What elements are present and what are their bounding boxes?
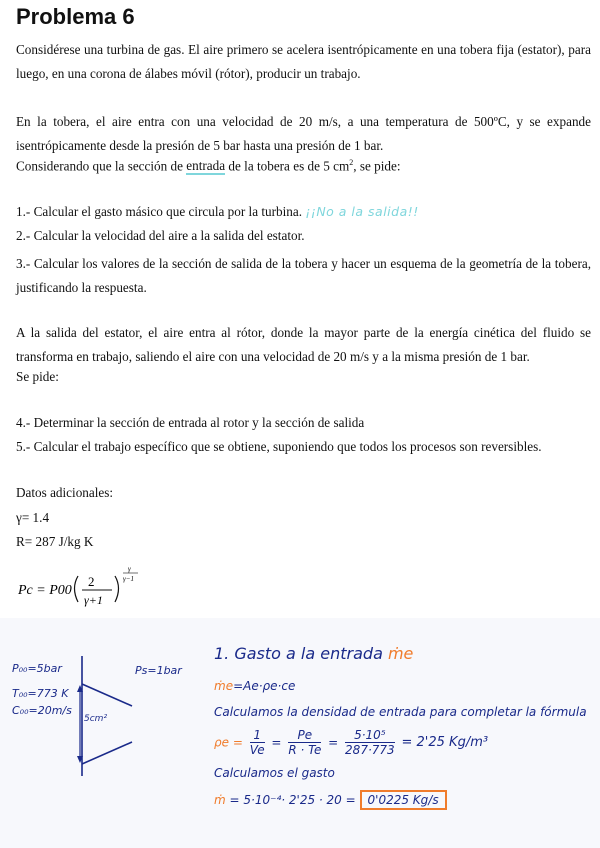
handwritten-note: ¡¡No a la salida!! <box>305 204 419 219</box>
question-2: 2.- Calcular la velocidad del aire a la salida del estator. <box>16 228 305 243</box>
section-text-end: , se pide: <box>353 158 401 174</box>
density-lhs: ρe = <box>214 735 243 750</box>
mass-flow-symbol: ṁ <box>214 793 226 807</box>
solution-heading-symbol: ṁe <box>387 644 414 663</box>
note-area: 5cm² <box>84 714 108 724</box>
tobera-paragraph: En la tobera, el aire entra con una velocidad de 20 m/s, a una temperatura de 500ºC, y se expande isentrópicamente desde la presión de 5 bar hasta una presión de 1 bar. <box>16 114 591 153</box>
mass-flow-result-box: 0'0225 Kg/s <box>360 790 447 810</box>
formula-exp-num: γ <box>128 565 131 573</box>
density-frac2-num: Pe <box>288 728 321 743</box>
nozzle-sketch <box>60 648 140 778</box>
density-frac3-num: 5·10⁵ <box>345 728 395 743</box>
page-title: Problema 6 <box>16 4 135 29</box>
gamma-value: γ= 1.4 <box>16 510 50 525</box>
density-instruction: Calculamos la densidad de entrada para completar la fórmula <box>214 705 587 719</box>
solution-heading-text: 1. Gasto a la entrada <box>214 644 383 663</box>
equation-mass-flow <box>214 679 295 693</box>
note-ps: Ps=1bar <box>135 664 182 677</box>
formula-num: 2 <box>88 574 95 589</box>
section-statement <box>16 158 401 174</box>
r-value: R= 287 J/kg K <box>16 534 94 549</box>
datos-title: Datos adicionales: <box>16 485 114 500</box>
density-frac1-num: 1 <box>250 728 265 743</box>
density-result: = 2'25 Kg/m³ <box>401 735 489 750</box>
equation-mass-flow-rest: =Ae·ρe·ce <box>233 679 296 693</box>
note-p00: P₀₀=5bar <box>12 662 62 675</box>
note-c00: C₀₀=20m/s <box>12 704 72 717</box>
density-equation: ρe = $\frac{1}{Ve}$ = $\frac{Pe}{R \cdot Te}$ = $\frac{\text{5·10⁵}}{287\cdot 773}$ = 2'25 Kg/m³ <box>214 728 489 757</box>
underlined-entrada: entrada <box>186 158 226 174</box>
formula-lhs: Pc = P00 <box>18 583 72 598</box>
mass-flow-expression: = 5·10⁻⁴· 2'25 · 20 = <box>229 793 356 807</box>
gasto-instruction: Calculamos el gasto <box>214 766 335 780</box>
rotor-paragraph: A la salida del estator, el aire entra al rótor, donde la mayor parte de la energía cinética del fluido se transforma en trabajo, saliendo el aire con una velocidad de 20 m/s y a la misma presión de 1 bar. <box>16 325 591 364</box>
se-pide: Se pide: <box>16 369 59 384</box>
density-frac1-den: Ve <box>249 743 265 757</box>
question-1-text: 1.- Calcular el gasto másico que circula por la turbina. <box>16 204 302 219</box>
section-text-pre: Considerando que la sección de <box>16 158 187 174</box>
density-frac2-den: R · Te <box>288 743 322 757</box>
question-1 <box>16 204 419 220</box>
critical-pressure-formula <box>16 562 146 612</box>
solution-heading <box>214 644 413 663</box>
superscript-2: 2 <box>349 158 354 167</box>
intro-paragraph: Considérese una turbina de gas. El aire primero se acelera isentrópicamente en una tobera fija (estator), para luego, en una corona de álabes móvil (rótor), producir un trabajo. <box>16 42 591 81</box>
question-5: 5.- Calcular el trabajo específico que se obtiene, suponiendo que todos los procesos son reversibles. <box>16 439 542 454</box>
equation-mass-flow-symbol: ṁe <box>214 679 234 693</box>
formula-exp-den: γ−1 <box>123 575 134 583</box>
density-frac3-den: 287·773 <box>345 743 395 757</box>
section-text-post: de la tobera es de 5 cm <box>225 158 350 174</box>
note-t00: T₀₀=773 K <box>12 687 69 700</box>
question-4: 4.- Determinar la sección de entrada al rotor y la sección de salida <box>16 415 365 430</box>
mass-flow-result-line <box>214 793 447 807</box>
question-3: 3.- Calcular los valores de la sección de salida de la tobera y hacer un esquema de la geometría de la tobera, justificando la respuesta. <box>16 256 591 295</box>
formula-den: γ+1 <box>84 593 103 607</box>
